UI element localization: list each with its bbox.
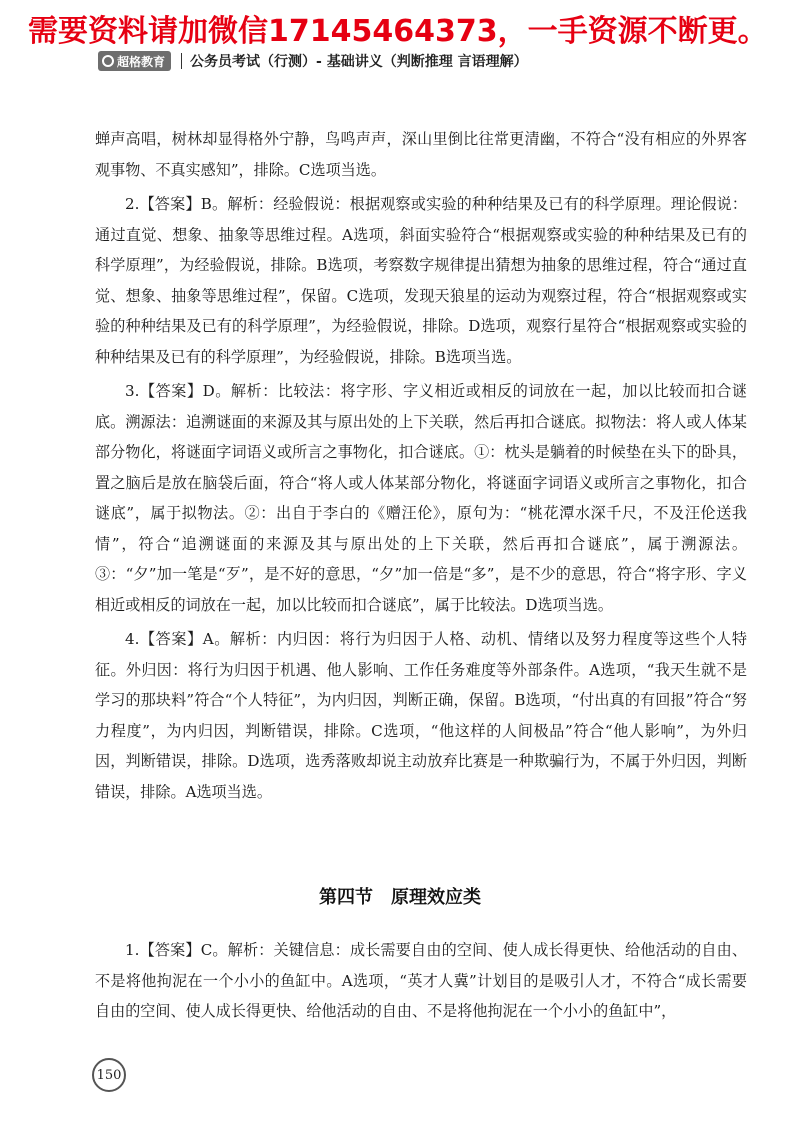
watermark-banner: 需要资料请加微信17145464373，一手资源不断更。 — [28, 14, 768, 49]
section-content — [95, 935, 747, 1031]
answer-2-paragraph: 2.【答案】B。解析：经验假说：根据观察或实验的种种结果及已有的科学原理。理论假说：通过直觉、想象、抽象等思维过程。A选项，斜面实验符合“根据观察或实验的种种结果及已有的科学原理”，为经验假说，排除。B选项，考察数字规律提出猜想为抽象的思维过程，符合“通过直觉、想象、抽象等思维过程”，保留。C选项，发现天狼星的运动为观察过程，符合“根据观察或实验的种种结果及已有的科学原理”，为经验假说，排除。D选项，观察行星符合“根据观察或实验的种种结果及已有的科学原理”，为经验假说，排除。B选项当选。 — [95, 195, 747, 366]
answer-3-paragraph: 3.【答案】D。解析：比较法：将字形、字义相近或相反的词放在一起，加以比较而扣合谜底。溯源法：追溯谜面的来源及其与原出处的上下关联，然后再扣合谜底。拟物法：将人或人体某部分物化，将谜面字词语义或所言之事物化，扣合谜底。①：枕头是躺着的时候垫在头下的卧具，置之脑后是放在脑袋后面，符合“将人或人体某部分物化，将谜面字词语义或所言之事物化，扣合谜底”，属于拟物法。②：出自于李白的《赠汪伦》，原句为：“桃花潭水深千尺，不及汪伦送我情”，符合“追溯谜面的来源及其与原出处的上下关联，然后再扣合谜底”，属于溯源法。③：“夕”加一笔是“歹”，是不好的意思，“夕”加一倍是“多”，是不少的意思，符合“将字形、字义相近或相反的词放在一起，加以比较而扣合谜底”，属于比较法。D选项当选。 — [95, 382, 747, 614]
paragraph-continuation: 蝉声高唱，树林却显得格外宁静，鸟鸣声声，深山里倒比往常更清幽，不符合“没有相应的外界客观事物、不真实感知”，排除。C选项当选。 — [95, 130, 747, 179]
main-content — [95, 124, 747, 811]
section-answer-1-paragraph: 1.【答案】C。解析：关键信息：成长需要自由的空间、使人成长得更快、给他活动的自由、不是将他拘泥在一个小小的鱼缸中。A选项，“英才人冀”计划目的是吸引人才，不符合“成长需要自由的空间、使人成长得更快、给他活动的自由、不是将他拘泥在一个小小的鱼缸中”， — [95, 941, 747, 1020]
header-divider — [181, 53, 182, 69]
page-number: 150 — [92, 1058, 126, 1092]
page-header — [98, 50, 528, 72]
publisher-logo — [98, 51, 171, 71]
answer-4-paragraph: 4.【答案】A。解析：内归因：将行为归因于人格、动机、情绪以及努力程度等这些个人特征。外归因：将行为归因于机遇、他人影响、工作任务难度等外部条件。A选项，“我天生就不是学习的那块料”符合“个人特征”，为内归因，判断正确，保留。B选项，“付出真的有回报”符合“努力程度”，为内归因，判断错误，排除。C选项，“他这样的人间极品”符合“他人影响”，为外归因，判断错误，排除。D选项，选秀落败却说主动放弃比赛是一种欺骗行为，不属于外归因，判断错误，排除。A选项当选。 — [95, 630, 747, 801]
logo-ring-icon — [102, 55, 114, 67]
logo-text: 超格教育 — [117, 54, 166, 69]
header-title: 公务员考试（行测）- 基础讲义（判断推理 言语理解） — [190, 54, 528, 70]
section-title: 第四节 原理效应类 — [319, 887, 481, 908]
